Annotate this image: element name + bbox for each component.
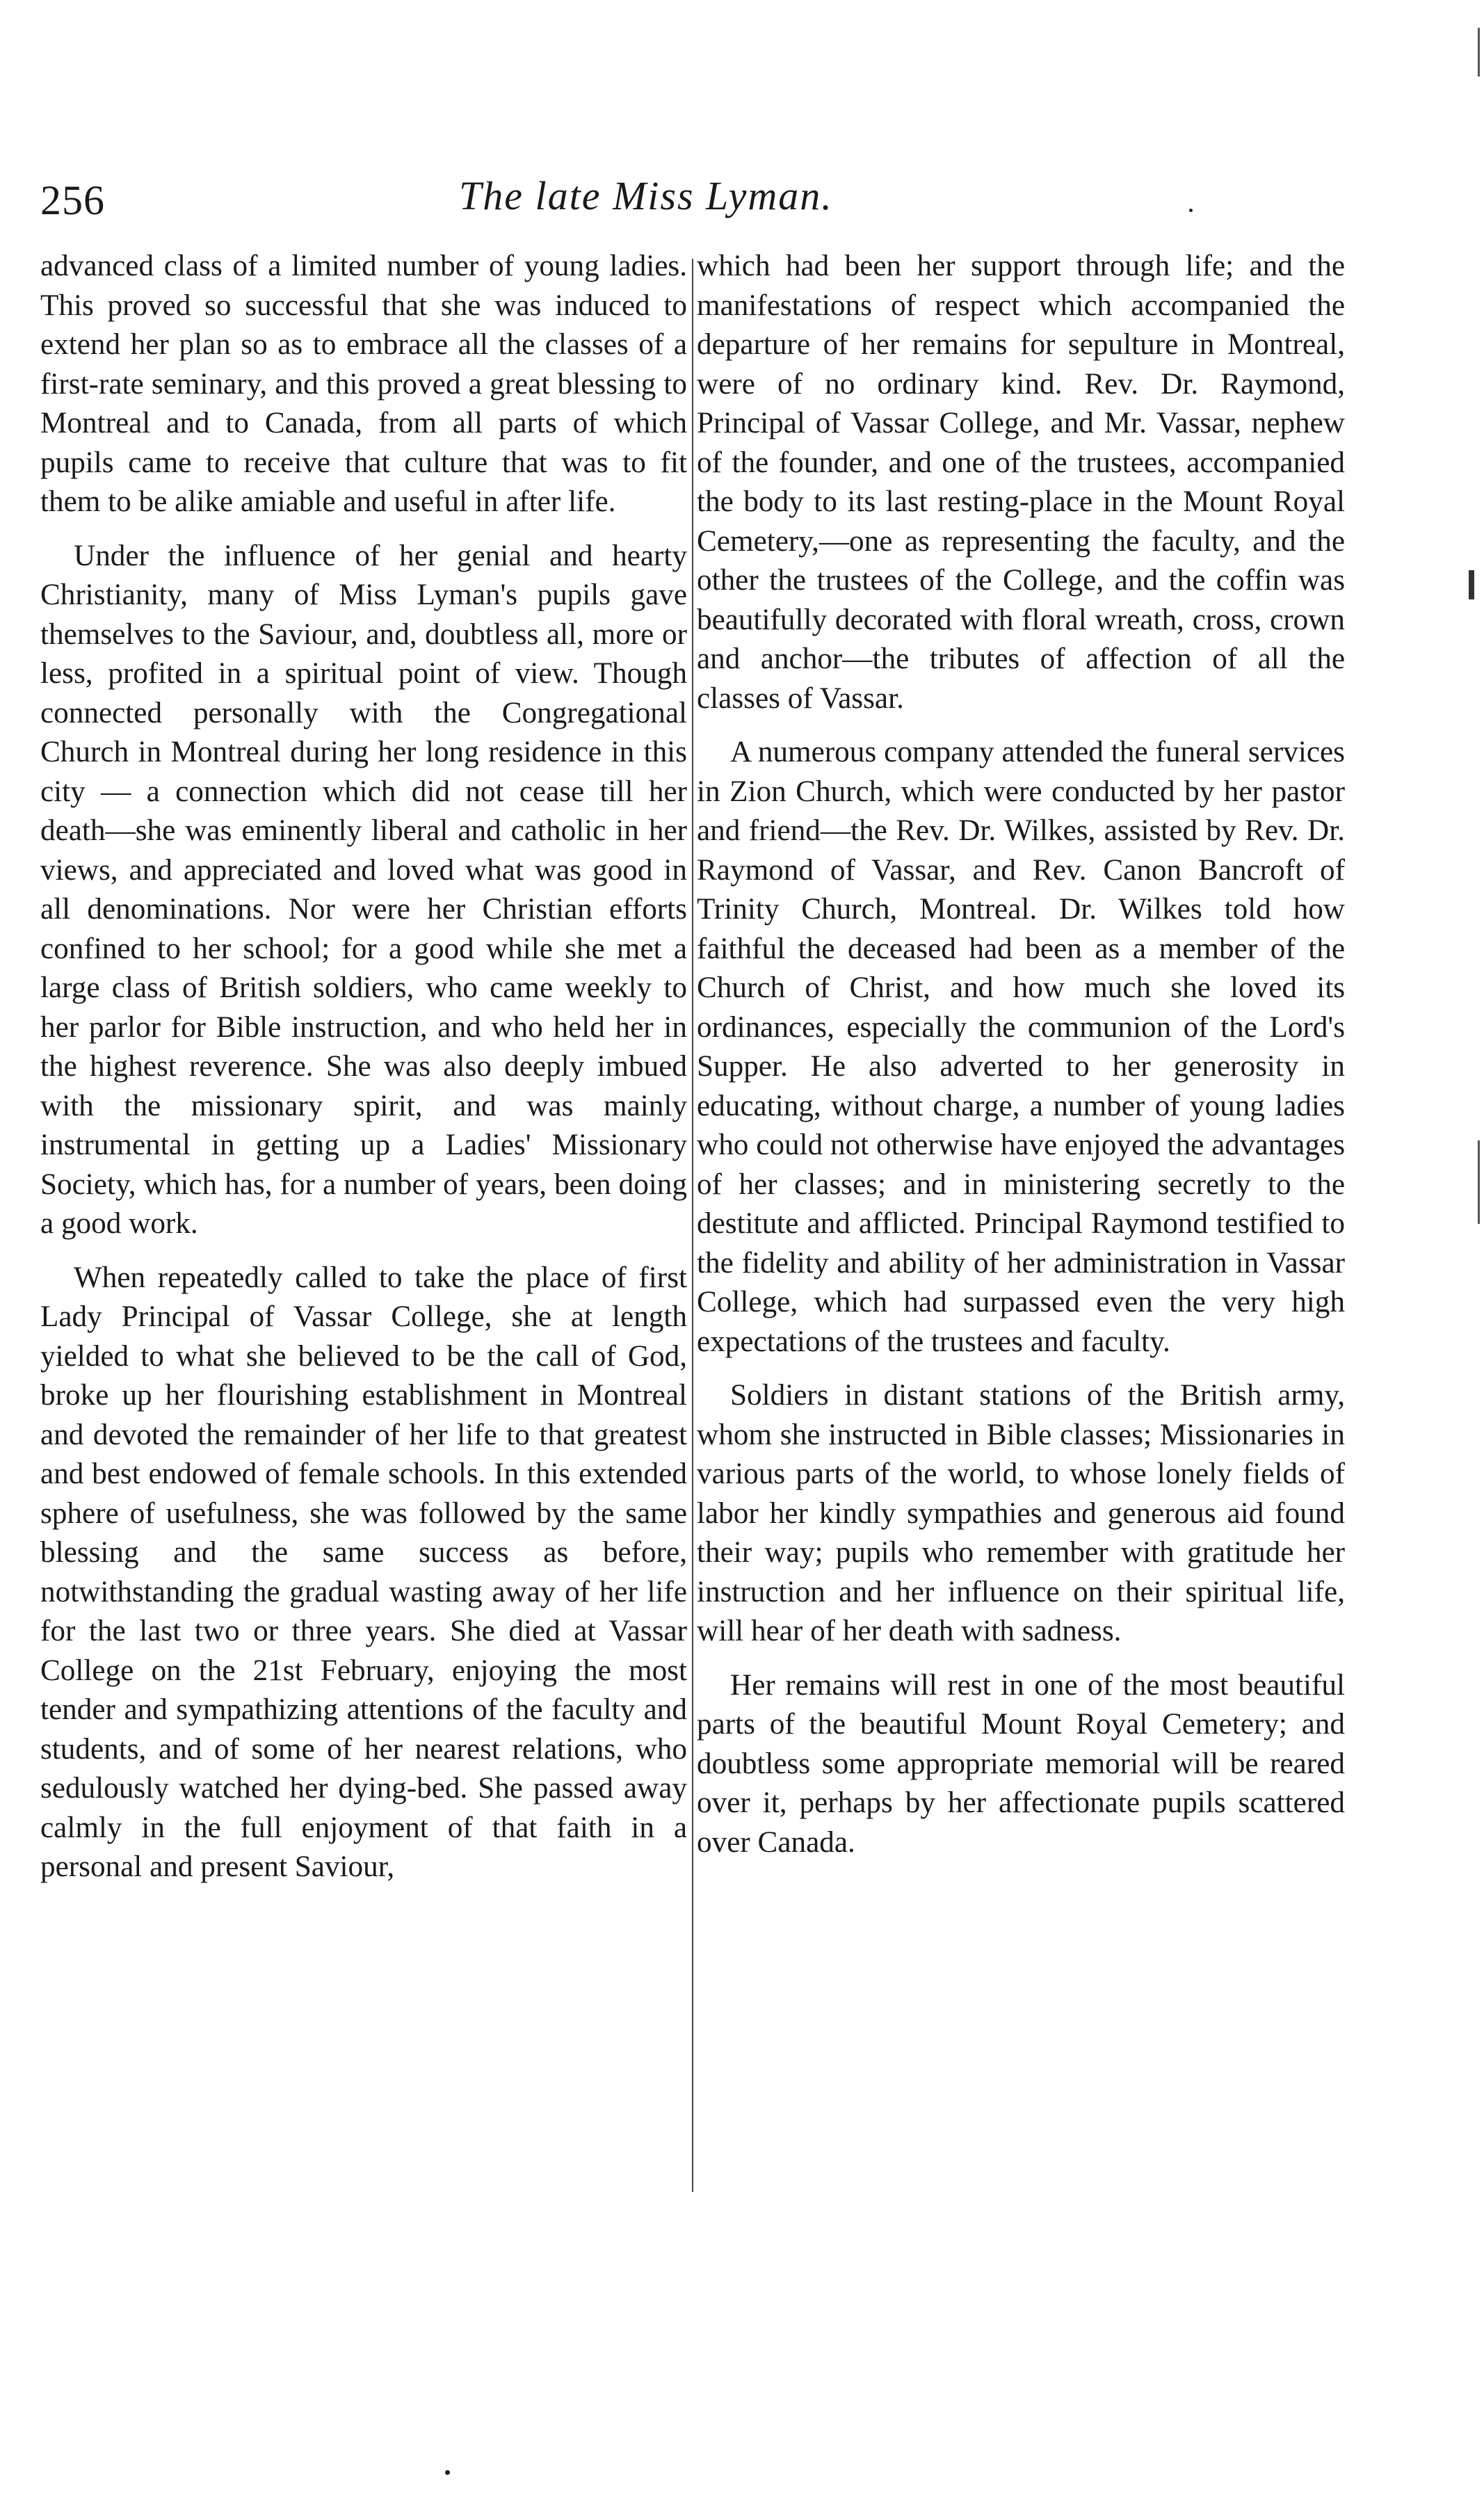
paragraph: A numerous company attended the funeral services in Zion Church, which were conducted by her pastor and friend—the Rev. Dr. Wilkes, assisted by Rev. Dr. Raymond of Vassar, and Rev. Canon Bancroft of Trinity Church, Montreal. Dr. Wilkes told how faithful the deceased had been as a member of the Church of Christ, and how much she loved its ordinances, especially the communion of the Lord's Supper. He also adverted to her generosity in educating, without charge, a number of young ladies who could not otherwise have enjoyed the advantages of her classes; and in ministering secretly to the destitute and afflicted. Principal Raymond testified to the fidelity and ability of her administration in Vassar College, which had surpassed even the very high expectations of the trustees and faculty. [697, 736, 1345, 1358]
ink-speck [1189, 209, 1193, 212]
edge-tick [1478, 1140, 1480, 1224]
page-number: 256 [40, 177, 105, 223]
paragraph: Soldiers in distant stations of the British army, whom she instructed in Bible classes; Missionaries in various parts of the world, to whose lonely fields of labor her kindly sympathies and generous aid found their way; pupils who remember with gratitude her instruction and her influence on their spiritual life, will hear of her death with sadness. [697, 1379, 1345, 1647]
paragraph: which had been her support through life; and the manifestations of respect which accompanied the departure of her remains for sepulture in Montreal, were of no ordinary kind. Rev. Dr. Raymond, Principal of Vassar College, and Mr. Vassar, nephew of the founder, and one of the trustees, accompanied the body to its last resting-place in the Mount Royal Cemetery,—one as representing the faculty, and the other the trustees of the College, and the coffin was beautifully decorated with floral wreath, cross, crown and anchor—the tributes of affection of all the classes of Vassar. [697, 250, 1345, 715]
right-column [697, 247, 1345, 1877]
column-divider [692, 259, 693, 2192]
page-header [0, 172, 1484, 235]
running-title: The late Miss Lyman. [459, 173, 833, 218]
margin-mark [1469, 570, 1474, 599]
paragraph: When repeatedly called to take the place of first Lady Principal of Vassar College, she at length yielded to what she believed to be the call of God, broke up her flourishing establishment in Montreal and devoted the remainder of her life to that greatest and best endowed of female schools. In this extended sphere of usefulness, she was followed by the same blessing and the same success as before, notwithstanding the gradual wasting away of her life for the last two or three years. She died at Vassar College on the 21st February, enjoying the most tender and sympathizing attentions of the faculty and students, and of some of her nearest relations, who sedulously watched her dying-bed. She passed away calmly in the full enjoyment of that faith in a personal and present Saviour, [40, 1261, 687, 1883]
edge-tick [1478, 28, 1480, 76]
paragraph: Under the influence of her genial and hearty Christianity, many of Miss Lyman's pupils gave themselves to the Saviour, and, doubtless all, more or less, profited in a spiritual point of view. Though connected personally with the Congregational Church in Montreal during her long residence in this city — a connection which did not cease till her death—she was eminently liberal and catholic in her views, and appreciated and loved what was good in all denominations. Nor were her Christian efforts confined to her school; for a good while she met a large class of British soldiers, who came weekly to her parlor for Bible instruction, and who held her in the highest reverence. She was also deeply imbued with the missionary spirit, and was mainly instrumental in getting up a Ladies' Missionary Society, which has, for a number of years, been doing a good work. [40, 539, 687, 1240]
paragraph: Her remains will rest in one of the most beautiful parts of the beautiful Mount Royal Cemetery; and doubtless some appropriate memorial will be reared over it, perhaps by her affectionate pupils scattered over Canada. [697, 1668, 1345, 1859]
ink-speck [445, 2470, 450, 2475]
paragraph: advanced class of a limited number of young ladies. This proved so successful that she was induced to extend her plan so as to embrace all the classes of a first-rate seminary, and this proved a great blessing to Montreal and to Canada, from all parts of which pupils came to receive that culture that was to fit them to be alike amiable and useful in after life. [40, 250, 687, 518]
left-column [40, 247, 687, 1902]
